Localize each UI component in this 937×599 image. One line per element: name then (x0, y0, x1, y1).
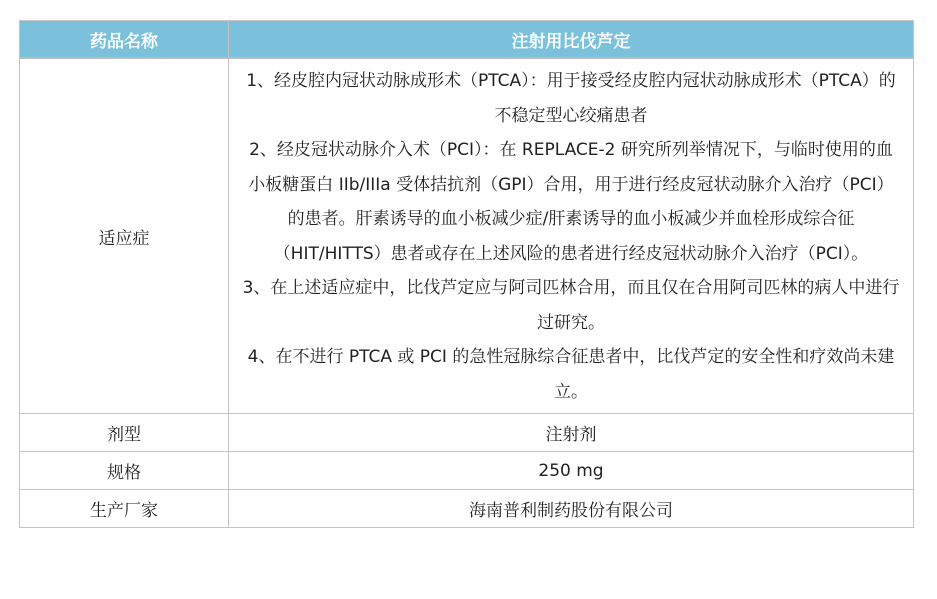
indication-item-4: 4、在不进行 PTCA 或 PCI 的急性冠脉综合征患者中，比伐芦定的安全性和疗效尚未建立。 (247, 347, 895, 402)
indication-item-1: 1、经皮腔内冠状动脉成形术（PTCA）：用于接受经皮腔内冠状动脉成形术（PTCA）的不稳定型心绞痛患者 (246, 71, 896, 126)
drug-info-table-container (19, 20, 913, 528)
header-drug-name-label: 药品名称 (20, 21, 229, 59)
manufacturer-value: 海南普利制药股份有限公司 (229, 490, 914, 528)
manufacturer-label: 生产厂家 (20, 490, 229, 528)
specification-value: 250 mg (229, 452, 914, 490)
indication-item-3: 3、在上述适应症中，比伐芦定应与阿司匹林合用，而且仅在合用阿司匹林的病人中进行过研究。 (242, 278, 900, 333)
table-row-specification (20, 452, 914, 490)
header-drug-name-value: 注射用比伐芦定 (229, 21, 914, 59)
indications-label: 适应症 (20, 58, 229, 414)
indications-content (229, 58, 914, 414)
dosage-form-label: 剂型 (20, 414, 229, 452)
specification-label: 规格 (20, 452, 229, 490)
indication-item-2: 2、经皮冠状动脉介入术（PCI）：在 REPLACE-2 研究所列举情况下，与临时使用的血小板糖蛋白 IIb/IIIa 受体拮抗剂（GPI）合用，用于进行经皮冠状动脉介入治疗（PCI）的患者。肝素诱导的血小板减少症/肝素诱导的血小板减少并血栓形成综合征（HIT/HITTS）患者或存在上述风险的患者进行经皮冠状动脉介入治疗（PCI）。 (248, 140, 894, 264)
table-row-manufacturer (20, 490, 914, 528)
table-row-dosage-form (20, 414, 914, 452)
table-header-row (20, 21, 914, 59)
table-row-indications (20, 58, 914, 414)
drug-info-table (19, 20, 914, 528)
dosage-form-value: 注射剂 (229, 414, 914, 452)
